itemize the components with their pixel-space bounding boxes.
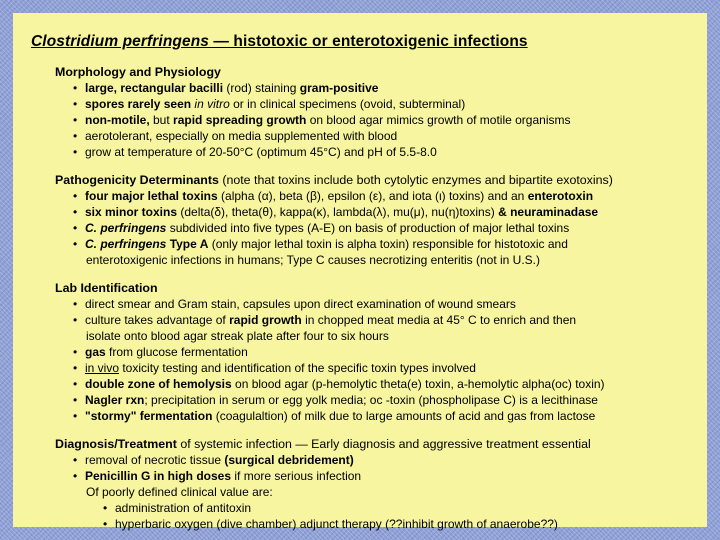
bullet-line bbox=[55, 128, 695, 144]
bullet-marker: • bbox=[103, 501, 108, 515]
bullet-marker: • bbox=[73, 113, 78, 127]
bullet-line bbox=[55, 376, 695, 392]
text-segment: — histotoxic or enterotoxigenic infections bbox=[208, 33, 528, 50]
bullet-line bbox=[55, 392, 695, 408]
sections bbox=[25, 64, 695, 532]
bullet-marker: • bbox=[73, 145, 78, 159]
text-segment: administration of antitoxin bbox=[115, 501, 252, 515]
bullet-marker: • bbox=[73, 97, 78, 111]
text-segment: enterotoxigenic infections in humans; Type C causes necrotizing enteritis (not in U.S.) bbox=[86, 253, 541, 267]
text-segment: on blood agar (p-hemolytic theta(e) toxin, a-hemolytic alpha(oc) toxin) bbox=[231, 377, 605, 391]
bullet-marker: • bbox=[73, 313, 78, 327]
text-segment: C. perfringens bbox=[85, 237, 167, 251]
bullet-marker: • bbox=[73, 237, 78, 251]
text-segment: large, rectangular bacilli bbox=[85, 81, 224, 95]
text-segment: gas bbox=[85, 345, 106, 359]
text-segment: on blood agar mimics growth of motile organisms bbox=[306, 113, 571, 127]
bullet-line bbox=[55, 80, 695, 96]
text-segment: Pathogenicity Determinants bbox=[55, 173, 219, 187]
bullet-marker: • bbox=[103, 517, 108, 531]
bullet-marker: • bbox=[73, 361, 78, 375]
text-segment: C. perfringens bbox=[85, 221, 167, 235]
text-segment: (note that toxins include both cytolytic enzymes and bipartite exotoxins) bbox=[218, 173, 613, 187]
text-segment: grow at temperature of 20-50°C (optimum 45°C) and pH of 5.5-8.0 bbox=[85, 145, 437, 159]
bullet-marker: • bbox=[73, 205, 78, 219]
section-heading bbox=[55, 172, 695, 188]
section-heading bbox=[55, 436, 695, 452]
bullet-line bbox=[55, 468, 695, 484]
text-segment: six minor toxins bbox=[85, 205, 178, 219]
bullet-line bbox=[55, 344, 695, 360]
text-segment: Morphology and Physiology bbox=[55, 65, 221, 79]
bullet-marker: • bbox=[73, 469, 78, 483]
text-segment: from glucose fermentation bbox=[105, 345, 248, 359]
text-segment: or in clinical specimens (ovoid, subterminal) bbox=[229, 97, 466, 111]
section-heading bbox=[55, 64, 695, 80]
text-segment: (surgical debridement) bbox=[224, 453, 354, 467]
text-segment: isolate onto blood agar streak plate after four to six hours bbox=[86, 329, 389, 343]
bullet-marker: • bbox=[73, 377, 78, 391]
continuation-line bbox=[55, 328, 695, 344]
continuation-line bbox=[55, 484, 695, 500]
bullet-marker: • bbox=[73, 453, 78, 467]
section bbox=[55, 172, 695, 268]
text-segment: four major lethal toxins bbox=[85, 189, 218, 203]
bullet-marker: • bbox=[73, 81, 78, 95]
text-segment: Penicillin G in high doses bbox=[85, 469, 232, 483]
text-segment: Nagler rxn bbox=[85, 393, 145, 407]
text-segment: Type A bbox=[166, 237, 209, 251]
bullet-line bbox=[55, 236, 695, 252]
text-segment: hyperbaric oxygen (dive chamber) adjunct therapy (??inhibit growth of anaerobe??) bbox=[115, 517, 558, 531]
section-heading bbox=[55, 280, 695, 296]
bullet-line bbox=[55, 220, 695, 236]
bullet-marker: • bbox=[73, 189, 78, 203]
bullet-line bbox=[55, 296, 695, 312]
text-segment: in vitro bbox=[194, 97, 230, 111]
text-segment: in chopped meat media at 45° C to enrich and then bbox=[301, 313, 577, 327]
text-segment: double zone of hemolysis bbox=[85, 377, 232, 391]
bullet-line bbox=[55, 452, 695, 468]
text-segment: & neuraminadase bbox=[498, 205, 599, 219]
text-segment: subdivided into five types (A-E) on basis of production of major lethal toxins bbox=[166, 221, 570, 235]
bullet-line bbox=[55, 360, 695, 376]
text-segment: non-motile, bbox=[85, 113, 150, 127]
text-segment: (alpha (α), beta (β), epsilon (ε), and iota (ι) toxins) and an bbox=[217, 189, 528, 203]
bullet-marker: • bbox=[73, 297, 78, 311]
bullet-marker: • bbox=[73, 129, 78, 143]
bullet-marker: • bbox=[73, 345, 78, 359]
section bbox=[55, 280, 695, 424]
section bbox=[55, 436, 695, 532]
bullet-marker: • bbox=[73, 393, 78, 407]
text-segment: Diagnosis/Treatment bbox=[55, 437, 177, 451]
text-segment: toxicity testing and identification of the specific toxin types involved bbox=[119, 361, 476, 375]
text-segment: Clostridium perfringens bbox=[31, 33, 209, 50]
slide-title bbox=[31, 33, 695, 51]
text-segment: (coagulaltion) of milk due to large amounts of acid and gas from lactose bbox=[212, 409, 596, 423]
text-segment: culture takes advantage of bbox=[85, 313, 230, 327]
bullet-line bbox=[55, 408, 695, 424]
bullet-line bbox=[55, 312, 695, 328]
bullet-marker: • bbox=[73, 409, 78, 423]
bullet-line bbox=[55, 516, 695, 532]
text-segment: of systemic infection — Early diagnosis and aggressive treatment essential bbox=[176, 437, 591, 451]
text-segment: but bbox=[149, 113, 174, 127]
text-segment: in vivo bbox=[85, 361, 120, 375]
text-segment: Of poorly defined clinical value are: bbox=[86, 485, 273, 499]
text-segment: (rod) staining bbox=[223, 81, 300, 95]
text-segment: (only major lethal toxin is alpha toxin) responsible for histotoxic and bbox=[208, 237, 568, 251]
bullet-line bbox=[55, 144, 695, 160]
bullet-line bbox=[55, 500, 695, 516]
bullet-line bbox=[55, 188, 695, 204]
text-segment: removal of necrotic tissue bbox=[85, 453, 225, 467]
bullet-line bbox=[55, 112, 695, 128]
bullet-line bbox=[55, 96, 695, 112]
bullet-line bbox=[55, 204, 695, 220]
text-segment: rapid growth bbox=[229, 313, 302, 327]
section bbox=[55, 64, 695, 160]
text-segment: spores rarely seen bbox=[85, 97, 192, 111]
text-segment: (delta(δ), theta(θ), kappa(κ), lambda(λ), mu(μ), nu(η)toxins) bbox=[177, 205, 499, 219]
text-segment: "stormy" fermentation bbox=[85, 409, 213, 423]
text-segment: aerotolerant, especially on media supplemented with blood bbox=[85, 129, 398, 143]
bullet-marker: • bbox=[73, 221, 78, 235]
text-segment: Lab Identification bbox=[55, 281, 158, 295]
text-segment: rapid spreading growth bbox=[173, 113, 307, 127]
text-segment: enterotoxin bbox=[527, 189, 594, 203]
text-segment: if more serious infection bbox=[231, 469, 362, 483]
text-segment: direct smear and Gram stain, capsules upon direct examination of wound smears bbox=[85, 297, 516, 311]
text-segment: ; precipitation in serum or egg yolk media; oc -toxin (phospholipase C) is a lecithinase bbox=[144, 393, 598, 407]
continuation-line bbox=[55, 252, 695, 268]
slide bbox=[13, 13, 707, 531]
text-segment: gram-positive bbox=[299, 81, 379, 95]
